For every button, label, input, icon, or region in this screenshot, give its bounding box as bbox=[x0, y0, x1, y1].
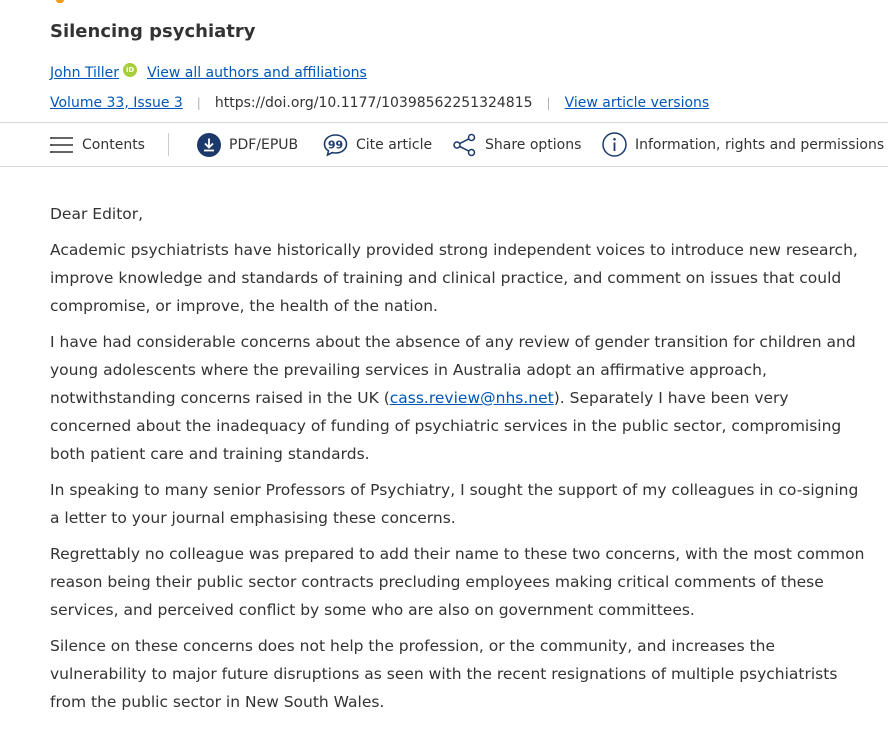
toolbar-divider bbox=[168, 133, 169, 156]
paragraph-2 bbox=[50, 328, 865, 468]
salutation: Dear Editor, bbox=[50, 205, 144, 223]
author-line bbox=[50, 65, 367, 81]
paragraph-2-text-after: ). Separately I have been very concerned about the inadequacy of funding of psychiatric services in the public sector, compromising both patient care and training standards. bbox=[50, 389, 842, 463]
cite-article-button[interactable] bbox=[323, 123, 432, 166]
share-icon bbox=[452, 133, 477, 157]
article-toolbar bbox=[0, 122, 888, 167]
top-accent-mark bbox=[56, 0, 64, 3]
quote-icon bbox=[323, 133, 348, 157]
share-options-button[interactable] bbox=[452, 123, 581, 166]
contents-label: Contents bbox=[82, 136, 145, 153]
information-rights-label: Information, rights and permissions bbox=[635, 136, 885, 153]
pdf-epub-button[interactable] bbox=[197, 123, 298, 166]
meta-separator: | bbox=[546, 96, 551, 110]
volume-issue-link[interactable]: Volume 33, Issue 3 bbox=[50, 95, 183, 111]
article-title: Silencing psychiatry bbox=[50, 21, 256, 42]
hamburger-icon bbox=[50, 135, 74, 155]
paragraph-2-text-before: I have had considerable concerns about the absence of any review of gender transition for children and young adolescents where the prevailing services in Australia adopt an affirmative approach, notwithstanding concerns raised in the UK ( bbox=[50, 333, 856, 407]
pdf-epub-label: PDF/EPUB bbox=[229, 136, 299, 153]
author-link[interactable]: John Tiller bbox=[50, 65, 120, 81]
paragraph-1: Academic psychiatrists have historically provided strong independent voices to introduce new research, improve knowledge and standards of training and clinical practice, and comment on issues that could compromise, or improve, the health of the nation. bbox=[50, 241, 858, 315]
share-options-label: Share options bbox=[485, 136, 582, 153]
contents-button[interactable] bbox=[50, 123, 145, 166]
article-versions-link[interactable]: View article versions bbox=[564, 95, 710, 111]
paragraph-4: Regrettably no colleague was prepared to add their name to these two concerns, with the most common reason being their public sector contracts precluding employees making critical comments of these services, and perceived conflict by some who are also on government committees. bbox=[50, 545, 865, 619]
svg-text:99: 99 bbox=[327, 138, 344, 151]
doi-text: https://doi.org/10.1177/10398562251324815 bbox=[214, 95, 533, 111]
information-rights-button[interactable] bbox=[602, 123, 884, 166]
paragraph-5: Silence on these concerns does not help the profession, or the community, and increases the vulnerability to major future disruptions as seen with the recent resignations of multiple psychiatrists from the public sector in New South Wales. bbox=[50, 637, 838, 711]
info-icon bbox=[602, 132, 627, 157]
meta-separator: | bbox=[196, 96, 201, 110]
letter-body bbox=[50, 200, 865, 724]
article-meta bbox=[50, 95, 709, 111]
view-all-authors-link[interactable]: View all authors and affiliations bbox=[147, 65, 367, 81]
cass-review-email-link[interactable]: cass.review@nhs.net bbox=[389, 389, 554, 407]
paragraph-3: In speaking to many senior Professors of Psychiatry, I sought the support of my colleagues in co-signing a letter to your journal emphasising these concerns. bbox=[50, 481, 859, 527]
orcid-icon[interactable]: iD bbox=[123, 63, 137, 77]
cite-article-label: Cite article bbox=[356, 136, 433, 153]
download-icon bbox=[197, 133, 221, 157]
